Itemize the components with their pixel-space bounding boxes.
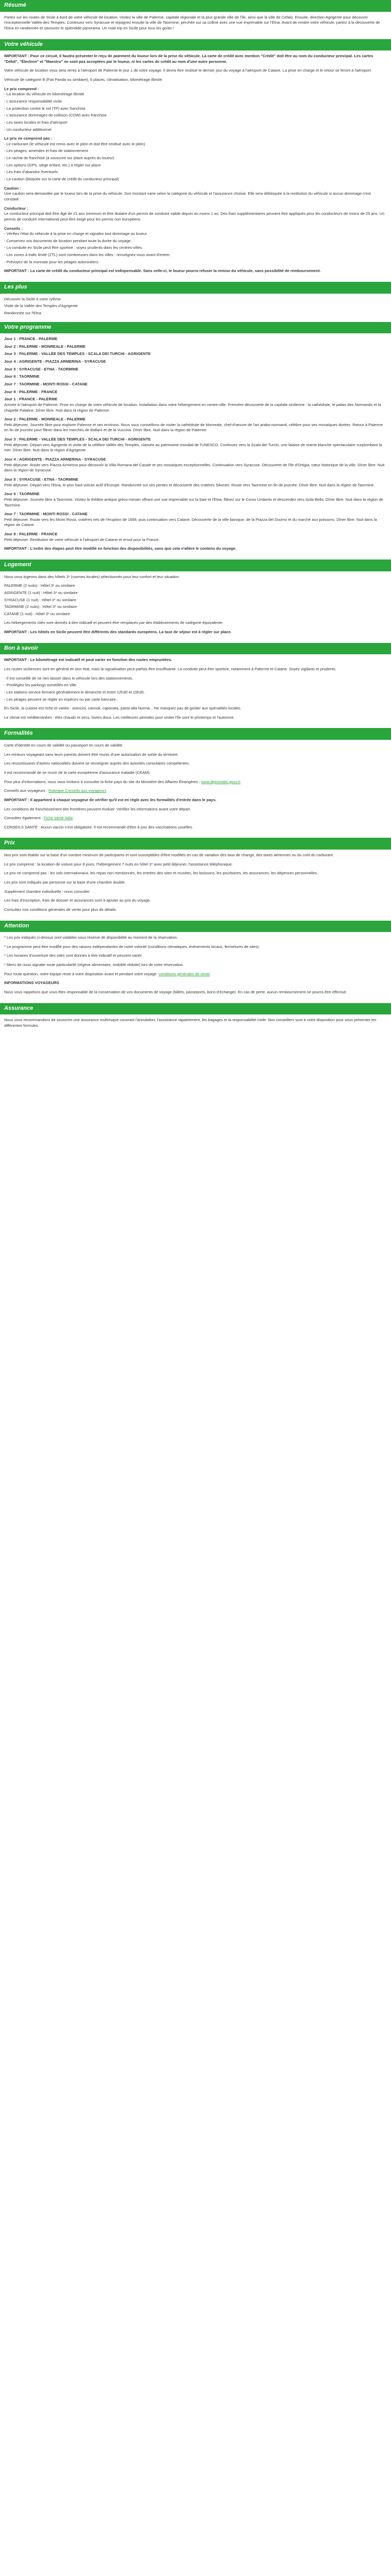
section-programme — [0, 333, 391, 560]
attention-text-7: Nous vous rappelons que vous êtes responsable de la conservation de vos documents de voyage (billets, passeports, bons d'échange). En cas de perte, aucun remboursement ne pourra être effectué. — [4, 990, 347, 995]
prix-text-3: Le prix ne comprend pas : les vols internationaux, les repas non mentionnés, les entrées des sites et musées, les boissons, les pourboires, les assurances, les dépenses personnelles. — [4, 871, 318, 876]
day-text: Petit déjeuner. Route vers Piazza Armerina pour découvrir la Villa Romana del Casale et ses mosaïques exceptionnelles. Continuation vers Syracuse. Découverte de l'île d'Ortigia, cœur historique de la ville. Dîner libre. Nuit dans la région de Syracuse. — [4, 462, 385, 473]
attention-text-5-label: Pour toute question, notre équipe reste à votre disposition avant et pendant votre voyage. — [4, 971, 158, 976]
list-item: SYRACUSE (1 nuit) : Hôtel 3* ou similaire — [4, 597, 76, 602]
day-title: Jour 7 : TAORMINE - MONTI ROSSI - CATANE — [4, 512, 88, 517]
list-item: - La location du véhicule en kilométrage illimité — [4, 92, 85, 97]
list-item: - Le rachat de franchise (à souscrire sur place auprès du loueur) — [4, 156, 115, 161]
list-item: - Il est conseillé de ne rien laisser dans le véhicule lors des stationnements. — [4, 675, 134, 681]
day-title: Jour 6 : TAORMINE — [4, 374, 40, 379]
formalites-text-4: Il est recommandé de se munir de la carte européenne d'assurance maladie (CEAM). — [4, 770, 151, 775]
bonasavoir-text-3: Le climat est méditerranéen : étés chauds et secs, hivers doux. Les meilleures périodes pour visiter l'île sont le printemps et l'automne. — [4, 715, 235, 720]
list-item: - Vérifiez l'état du véhicule à la prise en charge et signalez tout dommage au loueur. — [4, 231, 148, 236]
prix-text-2: Le prix comprend : la location de voiture pour 8 jours, l'hébergement 7 nuits en hôtel 3* avec petit déjeuner, l'assistance téléphonique. — [4, 861, 233, 867]
programme-important: IMPORTANT : L'ordre des étapes peut être modifié en fonction des disponibilités, sans que cela n'altère le contenu du voyage. — [4, 546, 237, 551]
day-title: Jour 2 : PALERME - MONREALE - PALERME — [4, 344, 86, 349]
formalites-text-6-label: Conseils aux voyageurs : — [4, 788, 47, 793]
list-item: - Les zones à trafic limité (ZTL) sont nombreuses dans les villes : renseignez-vous avant d'entrer. — [4, 252, 171, 258]
bonasavoir-text-1: Les routes siciliennes sont en général en bon état, mais la signalisation peut parfois être insuffisante. La conduite peut être sportive, notamment à Palerme et Catane. Soyez vigilants et prudents. — [4, 666, 336, 671]
list-item: - Les péages, amendes et frais de stationnement — [4, 148, 88, 154]
attention-heading: INFORMATIONS VOYAGEURS — [4, 980, 59, 986]
resume-text: Partez sur les routes de Sicile à bord de votre véhicule de location. Visitez la ville de Palerme, capitale régionale et la plus grande ville de l'île, ainsi que la ville de Cefalù. Ensuite, direction Agrigente pour découvrir l'exceptionnelle Vallée des Temples. Continuez vers Syracuse et rejoignez ensuite la ville de Taormine, perchée sur sa colline avec une vue imprenable sur l'Etna. Avant de rendre votre véhicule, partez à la découverte de l'Etna en randonnée et savourez le splendide panorama. Un road trip en Sicile pour tous les goûts ! — [4, 14, 380, 30]
list-item: Randonnée sur l'Etna — [4, 310, 41, 315]
logement-important: IMPORTANT : Les hôtels en Sicile peuvent être différents des standards européens. La taxe de séjour est à régler sur place. — [4, 630, 232, 635]
list-item: - Prévoyez de la monnaie pour les péages autoroutiers. — [4, 259, 100, 264]
cgv-link[interactable]: conditions générales de vente — [158, 971, 210, 976]
list-item: - Les stations-service ferment généralement le dimanche et entre 12h30 et 15h30. — [4, 689, 145, 694]
prix-text-5: Supplément chambre individuelle : nous consulter. — [4, 889, 91, 894]
attention-text-1: * Les prix indiqués ci-dessus sont valables sous réserve de disponibilité au moment de la réservation. — [4, 935, 178, 940]
vehicule-inclus-list — [4, 92, 387, 132]
formalites-text-5 — [4, 779, 387, 785]
formalites-text-3: Les ressortissants d'autres nationalités doivent se renseigner auprès des autorités consulaires compétentes. — [4, 761, 190, 766]
vehicule-exclus-list — [4, 142, 387, 182]
section-title-vehicule: Votre véhicule — [0, 39, 391, 51]
attention-text-2: * Le programme peut être modifié pour des raisons indépendantes de notre volonté (conditions climatiques, événements locaux, fermetures de sites). — [4, 944, 260, 949]
section-assurance — [0, 1014, 391, 1036]
list-item: TAORMINE (2 nuits) : Hôtel 3* ou similaire — [4, 604, 77, 609]
day-text: Petit déjeuner. Restitution de votre véhicule à l'aéroport de Catane et envol pour la France. — [4, 537, 160, 542]
page — [0, 0, 391, 1037]
vehicule-important-1: IMPORTANT : Pour ce circuit, il faudra présenter le reçu de paiement du loueur lors de la prise du véhicule. La carte de crédit avec mention "Crédit" doit être au nom du conducteur principal. Les cartes "Débit", "Électron" et "Maestro" ne sont pas acceptées par le loueur, ni les cartes de crédit au nom d'une autre personne. — [4, 54, 373, 64]
section-title-attention: Attention — [0, 921, 391, 933]
list-item: Visite de la Vallée des Temples d'Agrigente — [4, 303, 78, 309]
list-item: - La conduite en Sicile peut être sportive : soyez prudents dans les centres-villes. — [4, 245, 143, 250]
section-title-formalites: Formalités — [0, 728, 391, 740]
formalites-text-9 — [4, 816, 387, 821]
prix-text-6: Les frais d'inscription, frais de dossier et assurances sont à ajouter au prix du voyage. — [4, 898, 151, 903]
vehicule-text-2: Véhicule de catégorie B (Fiat Panda ou similaire), 5 places, climatisation, kilométrage illimité. — [4, 77, 164, 82]
list-item: PALERME (2 nuits) : Hôtel 3* ou similaire — [4, 583, 75, 588]
section-prix — [0, 850, 391, 920]
list-item: - L'assurance responsabilité civile — [4, 98, 62, 104]
diplomatie-link[interactable]: www.diplomatie.gouv.fr — [201, 779, 241, 784]
vehicule-exclus-label: Le prix ne comprend pas : — [4, 136, 53, 141]
section-title-prix: Prix — [0, 838, 391, 850]
list-item: - Conservez vos documents de location pendant toute la durée du voyage. — [4, 238, 132, 243]
day-title: Jour 3 : PALERME - VALLÉE DES TEMPLES - SCALA DEI TURCHI - AGRIGENTE — [4, 437, 151, 442]
day-title: Jour 8 : PALERME - FRANCE — [4, 389, 58, 394]
day-title: Jour 2 : PALERME - MONREALE - PALERME — [4, 417, 86, 422]
section-title-bonasavoir: Bon à savoir — [0, 643, 391, 655]
formalites-text-2: Les mineurs voyageant sans leurs parents doivent être munis d'une autorisation de sortie du territoire. — [4, 752, 179, 757]
vehicule-caution-text: Une caution sera demandée par le loueur lors de la prise du véhicule. Son montant varie selon la catégorie du véhicule et l'assurance choisie. Elle sera débloquée à la restitution du véhicule si aucun dommage n'est constaté. — [4, 191, 371, 201]
vehicule-conseils-label: Conseils : — [4, 226, 23, 231]
list-item: Découvrir la Sicile à votre rythme — [4, 296, 61, 301]
list-item: - L'assurance dommages de collision (CDW) avec franchise — [4, 113, 107, 118]
day-text: Petit déjeuner. Départ vers Agrigente et visite de la célèbre Vallée des Temples, classée au patrimoine mondial de l'UNESCO. Continuez vers la Scala dei Turchi, une falaise de marne blanche spectaculaire surplombant la mer. Dîner libre. Nuit dans la région d'Agrigente. — [4, 442, 382, 453]
day-title: Jour 1 : FRANCE - PALERME — [4, 397, 58, 402]
prix-text-1: Nos prix sont établis sur la base d'un nombre minimum de participants et sont susceptibles d'être modifiés en cas de variation des taux de change, des taxes aériennes ou du coût du carburant. — [4, 853, 334, 858]
section-title-programme: Votre programme — [0, 322, 391, 334]
prix-text-7: Consultez nos conditions générales de vente pour plus de détails. — [4, 907, 117, 912]
list-item: - Privilégiez les parkings surveillés en ville. — [4, 683, 77, 688]
formalites-text-1: Carte d'identité en cours de validité ou passeport en cours de validité. — [4, 743, 124, 748]
section-vehicule — [0, 50, 391, 282]
list-item: - Les options (GPS, siège enfant, etc.) à régler sur place — [4, 162, 101, 167]
vehicule-text-1: Votre véhicule de location vous sera remis à l'aéroport de Palerme le jour 1 de votre voyage. Il devra être restitué le dernier jour du voyage à l'aéroport de Catane. La prise en charge et le retour se feront à l'aéroport. — [4, 68, 372, 73]
formalites-text-5-label: Pour plus d'informations, nous vous invitons à consulter la fiche pays du site du Ministère des Affaires Étrangères : — [4, 779, 200, 784]
day-title: Jour 5 : SYRACUSE - ETNA - TAORMINE — [4, 477, 78, 482]
list-item: - Les péages peuvent se régler en espèces ou par carte bancaire. — [4, 697, 117, 702]
section-title-plus: Les plus — [0, 282, 391, 294]
section-formalites — [0, 740, 391, 838]
list-item: - Un conducteur additionnel — [4, 127, 52, 132]
formalites-important: IMPORTANT : Il appartient à chaque voyageur de vérifier qu'il est en règle avec les formalités d'entrée dans le pays. — [4, 797, 217, 802]
formalites-text-6 — [4, 788, 387, 794]
section-bonasavoir — [0, 654, 391, 728]
day-text: Petit déjeuner. Journée libre à Taormine. Visitez le théâtre antique gréco-romain offrant une vue imprenable sur la baie et l'Etna, flânez sur le Corso Umberto et descendez vers Isola Bella. Dîner libre. Nuit dans la région de Taormine. — [4, 497, 383, 507]
conseils-voyageurs-link[interactable]: Rubrique Conseils aux voyageurs — [48, 788, 107, 793]
vehicule-inclus-label: Le prix comprend : — [4, 86, 39, 91]
bonasavoir-important: IMPORTANT : Le kilométrage est indicatif et peut varier en fonction des routes empruntées. — [4, 657, 172, 663]
vehicule-important-2: IMPORTANT : La carte de crédit du conducteur principal est indispensable. Sans celle-ci, le loueur pourra refuser la remise du véhicule, sans possibilité de remboursement. — [4, 268, 321, 274]
section-attention — [0, 932, 391, 1003]
vehicule-conducteur-label: Conducteur : — [4, 206, 28, 211]
day-title: Jour 4 : AGRIGENTE - PIAZZA ARMERINA - SYRACUSE — [4, 359, 106, 364]
list-item: - Les taxes locales et frais d'aéroport — [4, 120, 68, 125]
assurance-text: Nous vous recommandons de souscrire une assurance multirisque couvrant l'annulation, l'assistance rapatriement, les bagages et la responsabilité civile. Nos conseillers sont à votre disposition pour vous présenter les différentes formules. — [4, 1018, 377, 1028]
day-text: Petit déjeuner. Journée libre pour explorer Palerme et ses environs. Nous vous conseillons de visiter la cathédrale de Monreale, chef-d'œuvre de l'art arabo-normand, célèbre pour ses mosaïques dorées. Retour à Palerme en fin de journée pour flâner dans les marchés de Ballarò et de la Vucciria. Dîner libre. Nuit dans la région de Palerme. — [4, 422, 383, 433]
logement-intro: Nous vous logeons dans des hôtels 3* (normes locales) sélectionnés pour leur confort et leur situation. — [4, 574, 180, 579]
vehicule-conducteur-text: Le conducteur principal doit être âgé de 21 ans minimum et être titulaire d'un permis de conduire valide depuis au moins 1 an. Des frais supplémentaires peuvent être appliqués pour les conducteurs de moins de 25 ans. Un permis de conduire international peut être exigé pour les permis non européens. — [4, 211, 385, 222]
day-title: Jour 5 : SYRACUSE - ETNA - TAORMINE — [4, 366, 78, 371]
list-item: - La caution (bloquée sur la carte de crédit du conducteur principal) — [4, 177, 119, 182]
section-title-logement: Logement — [0, 560, 391, 571]
attention-text-3: * Les horaires d'ouverture des sites sont donnés à titre indicatif et peuvent varier. — [4, 953, 143, 958]
section-title-assurance: Assurance — [0, 1003, 391, 1015]
day-text: Arrivée à l'aéroport de Palerme. Prise en charge de votre véhicule de location. Installation dans votre hébergement en centre-ville. Première découverte de la capitale sicilienne : la cathédrale, le palais des Normands et la chapelle Palatine. Dîner libre. Nuit dans la région de Palerme. — [4, 402, 381, 413]
prix-text-4: Les prix sont indiqués par personne sur la base d'une chambre double. — [4, 880, 126, 885]
attention-text-4: * Merci de nous signaler toute particularité (régime alimentaire, mobilité réduite) lors de votre réservation. — [4, 962, 184, 968]
logement-note: Les hébergements cités sont donnés à titre indicatif et peuvent être remplacés par des établissements de catégorie équivalente. — [4, 620, 223, 625]
list-item: - Le carburant (le véhicule est remis avec le plein et doit être restitué avec le plein) — [4, 141, 145, 146]
formalites-text-8: Les conditions de franchissement des frontières peuvent évoluer. Vérifiez les informations avant votre départ. — [4, 806, 191, 811]
fiche-sante-link[interactable]: Fiche santé Italie — [43, 816, 73, 821]
day-title: Jour 4 : AGRIGENTE - PIAZZA ARMERINA - SYRACUSE — [4, 457, 106, 462]
day-text: Petit déjeuner. Route vers les Monti Rossi, cratères nés de l'éruption de 1669, puis continuation vers Catane. Découverte de la ville baroque, de la Piazza del Duomo et du marché aux poissons. Dîner libre. Nuit dans la région de Catane. — [4, 517, 377, 528]
section-logement — [0, 571, 391, 643]
bonasavoir-text-2: En Sicile, la cuisine est riche et variée : arancini, cannoli, caponata, pasta alla Norma... Ne manquez pas de goûter aux spécialités locales. — [4, 706, 241, 711]
day-title: Jour 6 : TAORMINE — [4, 492, 40, 497]
vehicule-caution-label: Caution : — [4, 185, 21, 191]
day-title: Jour 3 : PALERME - VALLÉE DES TEMPLES - SCALA DEI TURCHI - AGRIGENTE — [4, 351, 151, 357]
list-item: - La protection contre le vol (TP) avec franchise — [4, 106, 86, 111]
list-item: CATANE (1 nuit) : Hôtel 3* ou similaire — [4, 611, 70, 616]
formalites-text-10: CONSEILS SANTÉ : Aucun vaccin n'est obligatoire. Il est recommandé d'être à jour des vaccinations usuelles. — [4, 824, 193, 829]
day-title: Jour 1 : FRANCE - PALERME — [4, 336, 58, 342]
attention-text-5 — [4, 972, 387, 977]
list-item: - Les frais d'abandon éventuels — [4, 170, 58, 175]
day-title: Jour 8 : PALERME - FRANCE — [4, 532, 58, 537]
formalites-text-9-label: Consultez également : — [4, 816, 43, 821]
vehicule-conseils-list — [4, 231, 387, 265]
section-title-resume: Résumé — [0, 0, 391, 12]
day-text: Petit déjeuner. Départ vers l'Etna, le plus haut volcan actif d'Europe. Randonnée sur ses pentes et découverte des cratères Silvestri. Route vers Taormine en fin de journée. Dîner libre. Nuit dans la région de Taormine. — [4, 482, 375, 487]
list-item: AGRIGENTE (1 nuit) : Hôtel 3* ou similaire — [4, 590, 78, 595]
section-resume — [0, 12, 391, 39]
day-title: Jour 7 : TAORMINE - MONTI ROSSI - CATANE — [4, 381, 88, 386]
section-plus — [0, 294, 391, 322]
